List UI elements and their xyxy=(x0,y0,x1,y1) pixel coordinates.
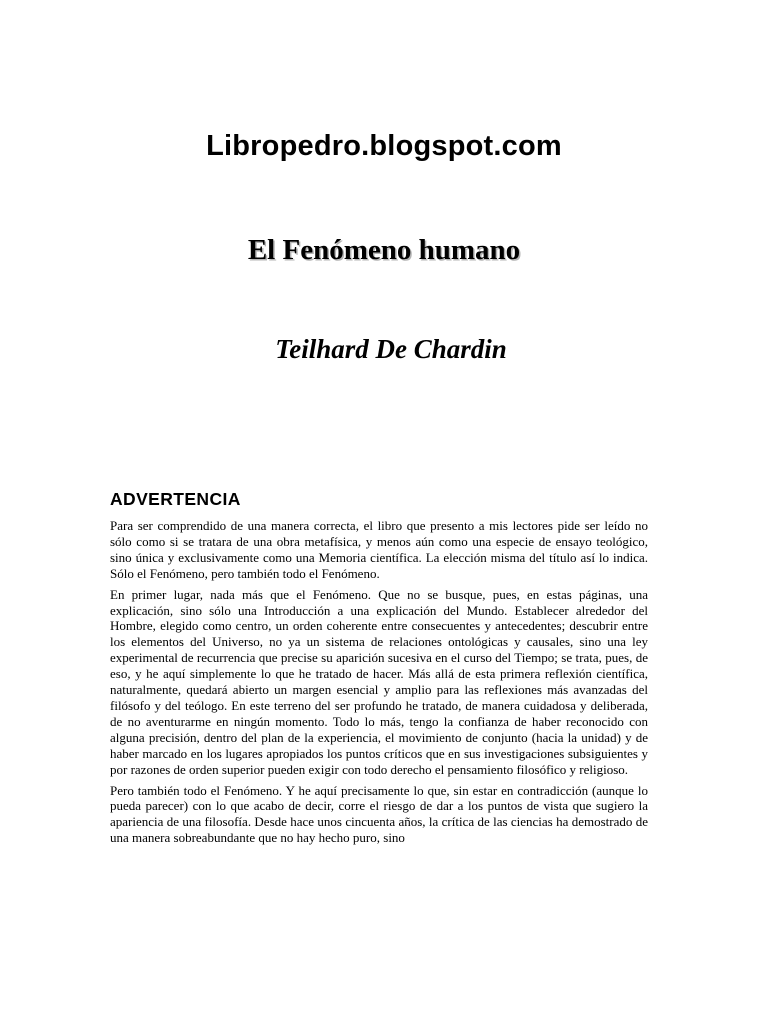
paragraph-2: En primer lugar, nada más que el Fenómeno. Que no se busque, pues, en estas páginas, una explicación, sino sólo una Introducción a una explicación del Mundo. Establecer alrededor del Hombre, elegido como centro, un orden coherente entre consecuentes y antecedentes; descubrir entre los elementos del Universo, no ya un sistema de relaciones ontológicas y causales, sino una ley experimental de recurrencia que precise su aparición sucesiva en el curso del Tiempo; se trata, pues, de eso, y he aquí simplemente lo que he tratado de hacer. Más allá de esta primera reflexión científica, naturalmente, quedará abierto un margen esencial y amplio para las reflexiones más avanzadas del filósofo y del teólogo. En este terreno del ser profundo he tratado, de manera cuidadosa y deliberada, de no aventurarme en ningún momento. Todo lo más, tengo la confianza de haber reconocido con alguna precisión, dentro del plan de la experiencia, el movimiento de conjunto (hacia la unidad) y de haber marcado en los lugares apropiados los puntos críticos que en sus investigaciones subsiguientes y por razones de orden superior pueden exigir con todo derecho el pensamiento filosófico y religioso. xyxy=(110,586,648,777)
site-heading: Libropedro.blogspot.com xyxy=(206,130,562,162)
book-author: Teilhard De Chardin xyxy=(275,334,507,364)
body-text xyxy=(110,518,648,852)
book-title: El Fenómeno humano xyxy=(247,234,521,266)
section-heading: ADVERTENCIA xyxy=(110,489,241,509)
paragraph-3: Pero también todo el Fenómeno. Y he aquí precisamente lo que, sin estar en contradicción (aunque lo pueda parecer) con lo que acabo de decir, corre el riesgo de dar a los puntos de vista que sugiero la apariencia de una filosofía. Desde hace unos cincuenta años, la crítica de las ciencias ha demostrado de una manera sobreabundante que no hay hecho puro, sino xyxy=(110,782,648,846)
paragraph-1: Para ser comprendido de una manera correcta, el libro que presento a mis lectores pide ser leído no sólo como si se tratara de una obra metafísica, y menos aún como una especie de ensayo teológico, sino única y exclusivamente como una Memoria científica. La elección misma del título así lo indica. Sólo el Fenómeno, pero también todo el Fenómeno. xyxy=(110,518,648,581)
